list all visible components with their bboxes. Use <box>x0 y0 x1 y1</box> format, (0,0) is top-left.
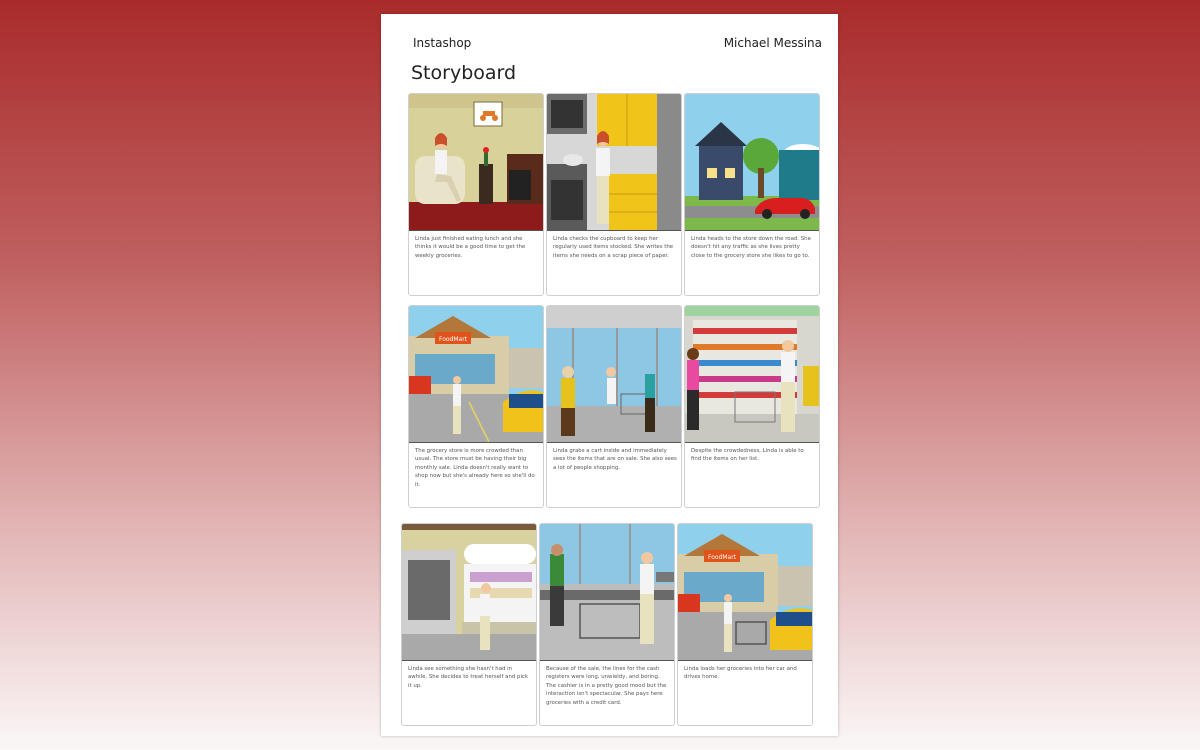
storyboard-page <box>381 14 838 736</box>
panel-illustration-store-aisle <box>685 306 819 443</box>
store-sign-text: FoodMart <box>707 554 737 561</box>
storyboard-panel-2[interactable] <box>546 93 682 296</box>
storyboard-panel-7[interactable] <box>401 523 537 726</box>
panel-illustration-store-parking-lot <box>409 306 543 443</box>
panel-caption: Because of the sale, the lines for the cash registers were long, unwieldy, and boring. The cashier is in a pretty good mood but the interaction isn't spectacular. She pays here groceries with a credit card. <box>546 666 667 706</box>
panel-illustration-dessert-counter <box>402 524 536 661</box>
panel-caption: Linda loads her groceries into her car and drives home. <box>684 666 797 681</box>
storyboard-panel-4[interactable] <box>408 305 544 508</box>
panel-caption: The grocery store is more crowded than usual. The store must be having their big monthly sale. Linda doesn't really want to shop now but she's already here so she'll do it. <box>415 448 535 488</box>
page-title: Storyboard <box>411 62 517 84</box>
panel-illustration-living-room <box>409 94 543 231</box>
store-sign-text: FoodMart <box>438 336 468 343</box>
panel-illustration-loading-car <box>678 524 812 661</box>
storyboard-panel-6[interactable] <box>684 305 820 508</box>
storyboard-panel-9[interactable] <box>677 523 813 726</box>
panel-caption: Linda grabs a cart inside and immediately sees the items that are on sale. She also sees a lot of people shopping. <box>553 448 677 471</box>
panel-caption: Linda heads to the store down the road. She doesn't hit any traffic as she lives pretty close to the grocery store she likes to go to. <box>691 236 811 259</box>
panel-caption: Despite the crowdedness, Linda is able to find the items on her list. <box>691 448 804 463</box>
panel-caption: Linda see something she hasn't had in awhile. She decides to treat herself and pick it up. <box>408 666 529 689</box>
panel-illustration-driving <box>685 94 819 231</box>
storyboard-panel-8[interactable] <box>539 523 675 726</box>
storyboard-panel-1[interactable] <box>408 93 544 296</box>
author-name: Michael Messina <box>723 36 822 50</box>
storyboard-panel-3[interactable] <box>684 93 820 296</box>
panel-illustration-kitchen <box>547 94 681 231</box>
panel-illustration-checkout <box>540 524 674 661</box>
panel-caption: Linda just finished eating lunch and she thinks it would be a good time to get the weekly groceries. <box>415 236 526 259</box>
app-name: Instashop <box>413 36 472 50</box>
storyboard-panel-5[interactable] <box>546 305 682 508</box>
panel-caption: Linda checks the cupboard to keep her regularly used items stocked. She writes the items she needs on a scrap piece of paper. <box>553 236 674 259</box>
panel-illustration-store-entrance <box>547 306 681 443</box>
